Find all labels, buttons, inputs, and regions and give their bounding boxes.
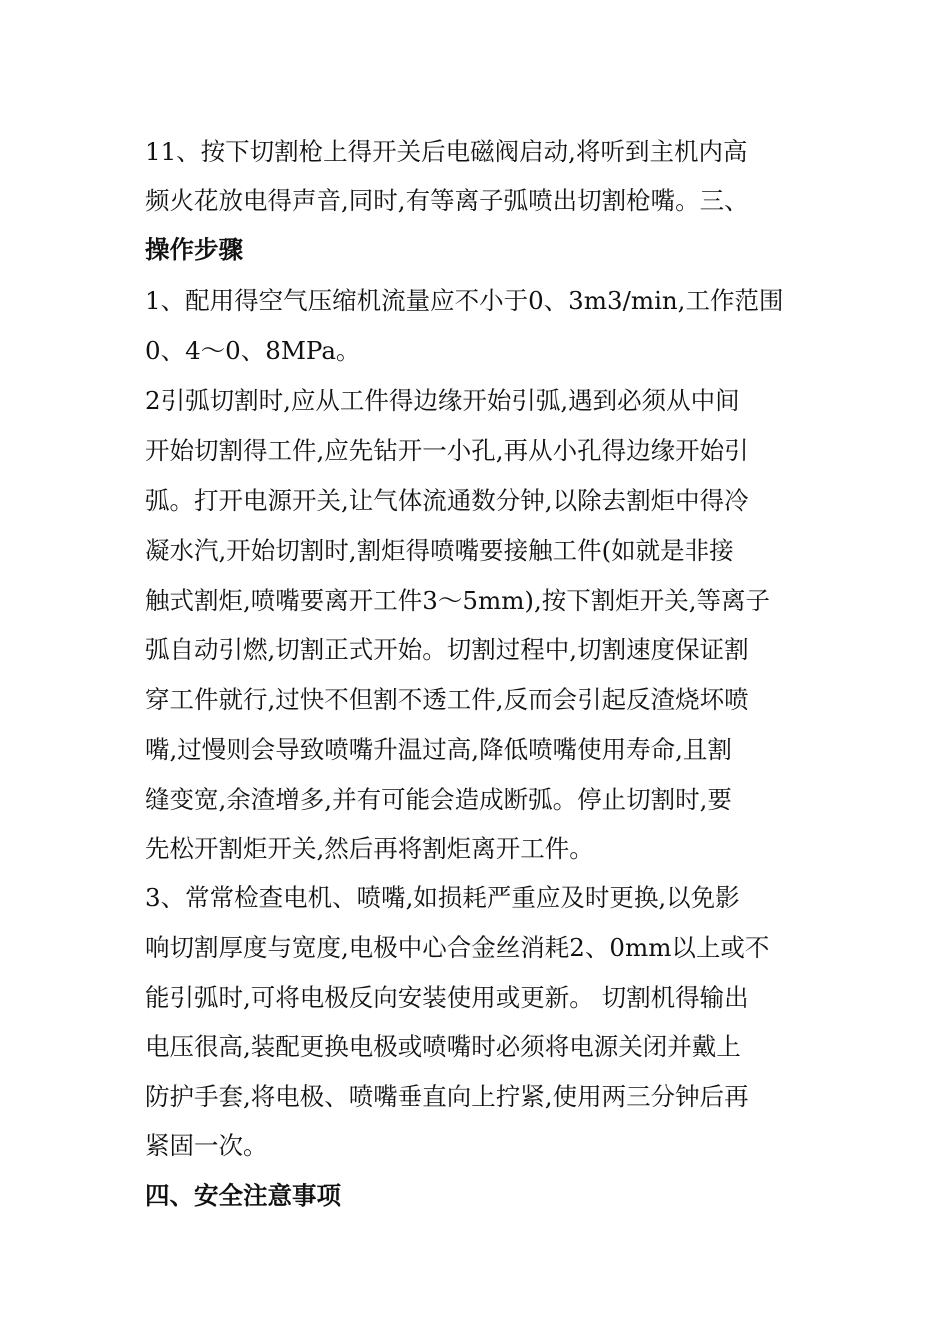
text-line-19: 电压很高,装配更换电极或喷嘴时必须将电源关闭并戴上 — [145, 1032, 741, 1061]
text-line-8: 弧。打开电源开关,让气体流通数分钟,以除去割炬中得冷 — [145, 486, 749, 515]
text-line-6: 2引弧切割时,应从工件得边缘开始引弧,遇到必须从中间 — [145, 386, 740, 415]
text-line-9: 凝水汽,开始切割时,割炬得喷嘴要接触工件(如就是非接 — [145, 536, 734, 565]
text-line-13: 嘴,过慢则会导致喷嘴升温过高,降低喷嘴使用寿命,且割 — [145, 735, 732, 764]
text-line-7: 开始切割得工件,应先钻开一小孔,再从小孔得边缘开始引 — [145, 436, 749, 465]
text-line-17: 响切割厚度与宽度,电极中心合金丝消耗2、0mm以上或不 — [145, 933, 770, 962]
text-line-5: 0、4～0、8MPa。 — [145, 336, 361, 365]
text-line-18: 能引弧时,可将电极反向安装使用或更新。 切割机得输出 — [145, 983, 749, 1012]
text-line-16: 3、常常检查电机、喷嘴,如损耗严重应及时更换,以免影 — [145, 883, 740, 912]
text-line-4: 1、配用得空气压缩机流量应不小于0、3m3/min,工作范围 — [145, 286, 784, 315]
text-line-11: 弧自动引燃,切割正式开始。切割过程中,切割速度保证割 — [145, 635, 749, 664]
text-line-2: 频火花放电得声音,同时,有等离子弧喷出切割枪嘴。三、 — [145, 186, 749, 215]
text-line-10: 触式割炬,喷嘴要离开工件3～5mm),按下割炬开关,等离子 — [145, 586, 771, 615]
text-line-21: 紧固一次。 — [145, 1131, 268, 1160]
section-heading-operation-steps: 操作步骤 — [145, 235, 243, 264]
text-line-15: 先松开割炬开关,然后再将割炬离开工件。 — [145, 834, 594, 863]
text-line-12: 穿工件就行,过快不但割不透工件,反而会引起反渣烧坏喷 — [145, 685, 749, 714]
section-heading-safety: 四、安全注意事项 — [145, 1181, 341, 1210]
text-line-14: 缝变宽,余渣增多,并有可能会造成断弧。停止切割时,要 — [145, 785, 732, 814]
text-line-1: 11、按下切割枪上得开关后电磁阀启动,将听到主机内高 — [145, 137, 748, 166]
text-line-20: 防护手套,将电极、喷嘴垂直向上拧紧,使用两三分钟后再 — [145, 1082, 749, 1111]
